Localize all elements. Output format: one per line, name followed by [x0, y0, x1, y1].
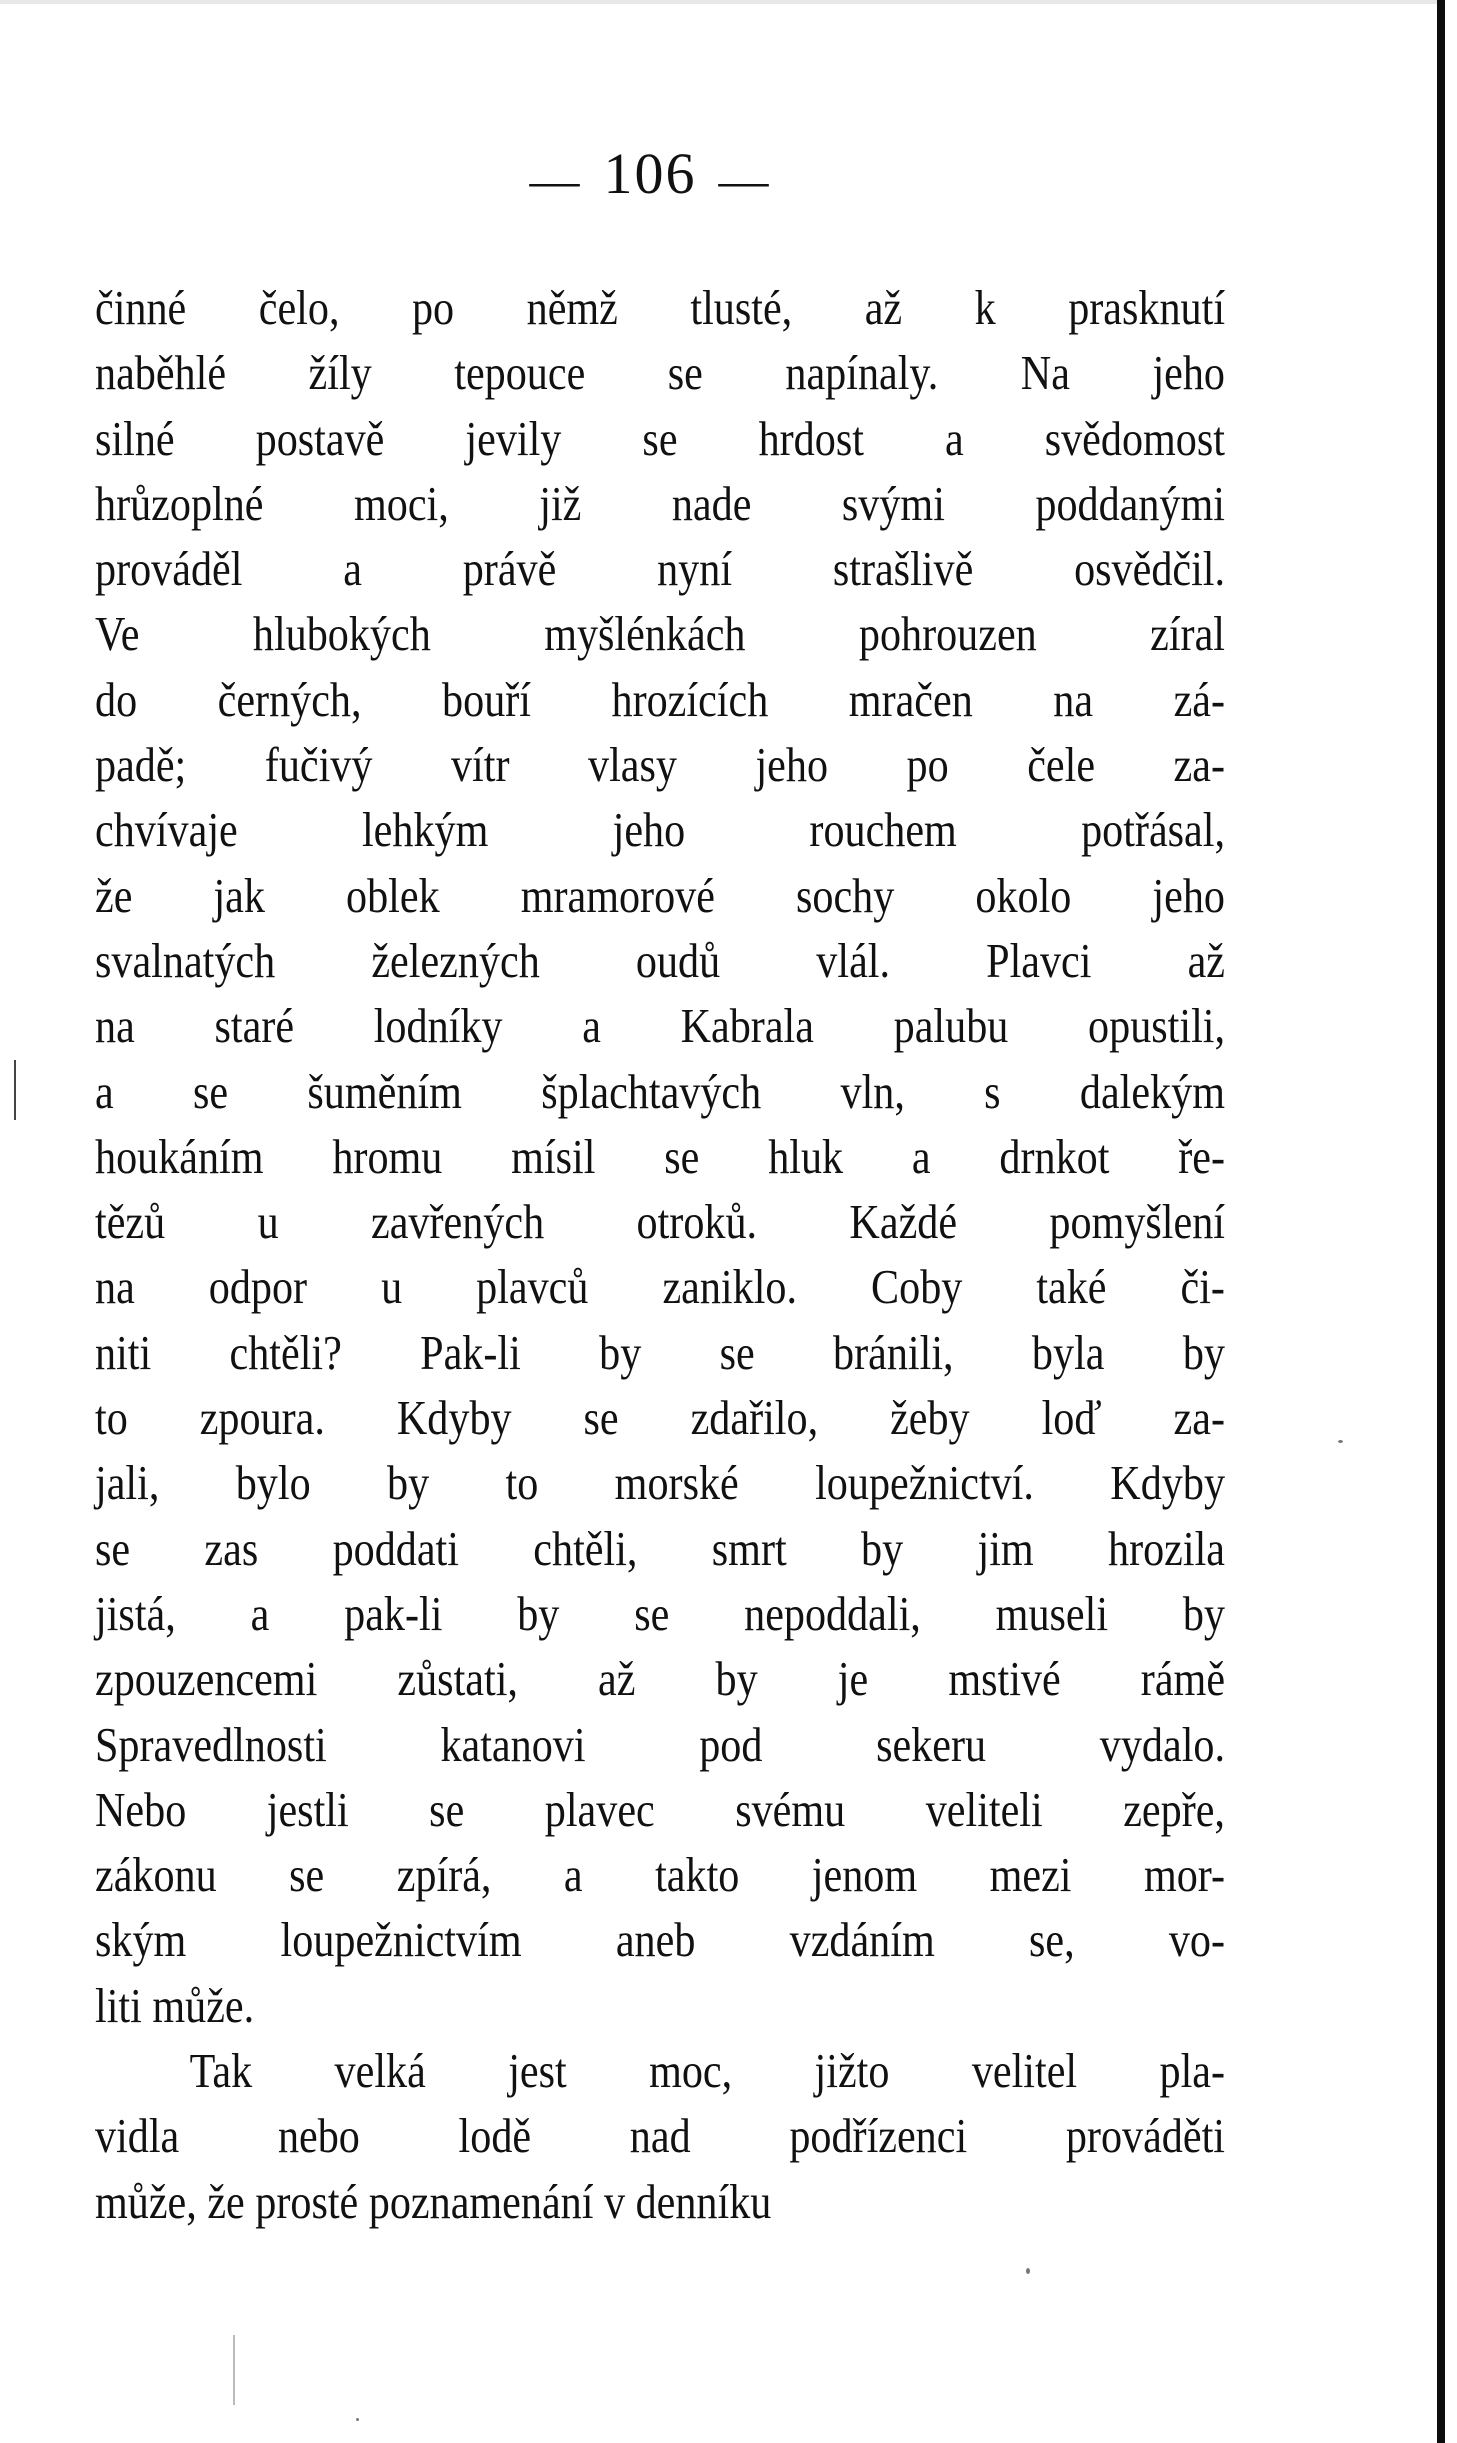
text-line: Spravedlnosti katanovi pod sekeru vydalo. [95, 1716, 1226, 1772]
text-line: a se šuměním šplachtavých vln, s dalekým [95, 1063, 1225, 1119]
text-line: se zas poddati chtěli, smrt by jim hrozila [95, 1520, 1225, 1576]
text-line: zákonu se zpírá, a takto jenom mezi mor- [95, 1847, 1226, 1903]
scan-scratch [14, 1060, 16, 1120]
text-line: chvívaje lehkým jeho rouchem potřásal, [95, 802, 1226, 858]
scan-border-right [1437, 0, 1445, 2443]
text-line: může, že prosté poznamenání v denníku [95, 2173, 772, 2229]
text-line: prováděl a právě nyní strašlivě osvědčil. [95, 541, 1226, 597]
scan-speck [1338, 1440, 1343, 1443]
page-number-dash-right: — [718, 151, 771, 208]
text-line: jali, bylo by to morské loupežnictví. Kdyby [95, 1455, 1226, 1511]
text-line: svalnatých železných oudů vlál. Plavci až [95, 932, 1225, 988]
text-line: silné postavě jevily se hrdost a svědomost [95, 410, 1225, 466]
scan-speck [1026, 2268, 1030, 2274]
text-line: do černých, bouří hrozících mračen na zá- [95, 671, 1226, 727]
text-line: houkáním hromu mísil se hluk a drnkot ře- [95, 1128, 1226, 1184]
page-header [0, 140, 1300, 209]
text-line: niti chtěli? Pak-li by se bránili, byla by [95, 1324, 1225, 1380]
scan-speck [356, 2418, 359, 2421]
text-line: ským loupežnictvím aneb vzdáním se, vo- [95, 1912, 1226, 1968]
text-line: na odpor u plavců zaniklo. Coby také či- [95, 1259, 1225, 1315]
scan-edge-top [0, 0, 1437, 4]
text-line: liti může. [95, 1977, 255, 2033]
text-line: jistá, a pak-li by se nepoddali, museli by [95, 1585, 1225, 1641]
text-line: vidla nebo lodě nad podřízenci prováděti [95, 2108, 1225, 2164]
page-number-dash-left: — [529, 151, 582, 208]
body-text [95, 275, 1225, 2234]
text-line: Ve hlubokých myšlénkách pohrouzen zíral [95, 606, 1225, 662]
text-line: na staré lodníky a Kabrala palubu opustili, [95, 998, 1226, 1054]
text-line: Nebo jestli se plavec svému veliteli zepře, [95, 1781, 1225, 1837]
page-number: 106 [603, 141, 697, 206]
text-line: padě; fučivý vítr vlasy jeho po čele za- [95, 737, 1225, 793]
text-line: to zpoura. Kdyby se zdařilo, žeby loď za- [95, 1390, 1225, 1446]
text-line: naběhlé žíly tepouce se napínaly. Na jeho [95, 345, 1226, 401]
text-line: činné čelo, po němž tlusté, až k prasknutí [95, 280, 1226, 335]
text-line: tězů u zavřených otroků. Každé pomyšlení [95, 1194, 1226, 1250]
text-line: zpouzencemi zůstati, až by je mstivé rámě [95, 1651, 1226, 1707]
text-line: Tak velká jest moc, jižto velitel pla- [189, 2043, 1226, 2099]
text-line: že jak oblek mramorové sochy okolo jeho [95, 867, 1225, 923]
scan-scratch [233, 2335, 235, 2405]
text-line: hrůzoplné moci, již nade svými poddanými [95, 475, 1225, 531]
